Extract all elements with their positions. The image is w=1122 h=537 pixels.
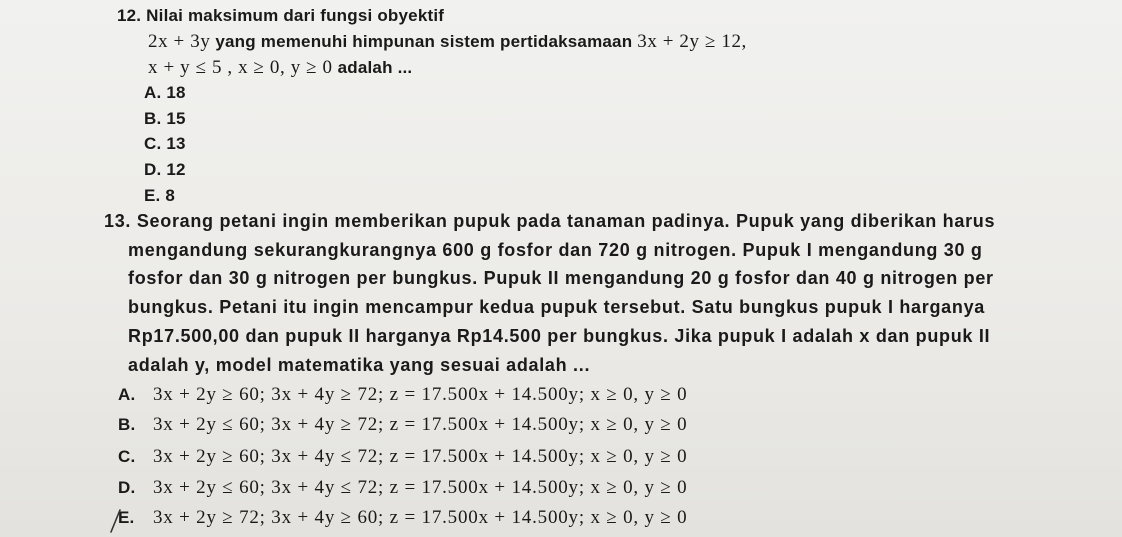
q12-suffix: adalah ...	[337, 58, 413, 77]
q13-line-2: mengandung sekurangkurangnya 600 g fosfor dan 720 g nitrogen. Pupuk I mengandung 30 g	[128, 240, 983, 260]
q12-ineq1: 3x + 2y ≥ 12,	[637, 31, 747, 52]
q12-number: 12.	[117, 6, 142, 25]
option-text: 3x + 2y ≤ 60; 3x + 4y ≤ 72; z = 17.500x + 14.500y; x ≥ 0, y ≥ 0	[152, 477, 688, 498]
option-label: B.	[118, 415, 136, 434]
q12-option-d[interactable]	[144, 160, 186, 180]
option-label: D.	[118, 478, 136, 497]
option-text: 8	[165, 186, 176, 205]
q13-line-5: Rp17.500,00 dan pupuk II harganya Rp14.500 per bungkus. Jika pupuk I adalah x dan pupuk II	[128, 326, 991, 346]
option-label: E.	[144, 186, 161, 205]
q13-option-c[interactable]	[118, 447, 687, 467]
option-text: 13	[166, 134, 186, 153]
q13-option-d[interactable]	[118, 478, 687, 498]
q13-line-1	[104, 211, 995, 231]
option-label: D.	[144, 160, 162, 179]
option-label: C.	[144, 134, 162, 153]
option-label: E.	[118, 508, 135, 527]
option-text: 3x + 2y ≥ 72; 3x + 4y ≥ 60; z = 17.500x + 14.500y; x ≥ 0, y ≥ 0	[152, 507, 688, 528]
option-label: C.	[118, 447, 136, 466]
q12-objective: 2x + 3y	[148, 31, 211, 52]
checkmark-icon	[108, 508, 122, 534]
q13-option-b[interactable]	[118, 415, 687, 435]
q12-option-a[interactable]	[144, 83, 186, 103]
option-label: B.	[144, 109, 162, 128]
q12-line3	[148, 58, 412, 78]
q12-option-b[interactable]	[144, 109, 186, 129]
option-text: 18	[166, 83, 186, 102]
q12-constraints: x + y ≤ 5 , x ≥ 0, y ≥ 0	[148, 57, 333, 78]
q13-option-a[interactable]	[118, 385, 687, 405]
q13-line-6: adalah y, model matematika yang sesuai adalah ...	[128, 355, 591, 375]
q12-header	[117, 6, 444, 26]
option-text: 3x + 2y ≥ 60; 3x + 4y ≤ 72; z = 17.500x + 14.500y; x ≥ 0, y ≥ 0	[152, 446, 688, 467]
option-text: 12	[166, 160, 186, 179]
q12-line2-text: yang memenuhi himpunan sistem pertidaksamaan	[215, 32, 633, 51]
q12-line2	[148, 32, 747, 52]
option-label: A.	[118, 385, 136, 404]
q12-option-c[interactable]	[144, 134, 186, 154]
option-label: A.	[144, 83, 162, 102]
option-text: 15	[166, 109, 186, 128]
option-text: 3x + 2y ≤ 60; 3x + 4y ≥ 72; z = 17.500x + 14.500y; x ≥ 0, y ≥ 0	[152, 414, 688, 435]
q13-number: 13.	[104, 211, 132, 231]
q13-line-3: fosfor dan 30 g nitrogen per bungkus. Pupuk II mengandung 20 g fosfor dan 40 g nitrogen per	[128, 268, 994, 288]
q13-option-e[interactable]	[118, 508, 687, 528]
option-text: 3x + 2y ≥ 60; 3x + 4y ≥ 72; z = 17.500x + 14.500y; x ≥ 0, y ≥ 0	[152, 384, 688, 405]
q12-option-e[interactable]	[144, 186, 175, 206]
q13-text: Seorang petani ingin memberikan pupuk pada tanaman padinya. Pupuk yang diberikan harus	[136, 211, 996, 231]
q12-title: Nilai maksimum dari fungsi obyektif	[146, 6, 445, 25]
q13-line-4: bungkus. Petani itu ingin mencampur kedua pupuk tersebut. Satu bungkus pupuk I harganya	[128, 297, 985, 317]
